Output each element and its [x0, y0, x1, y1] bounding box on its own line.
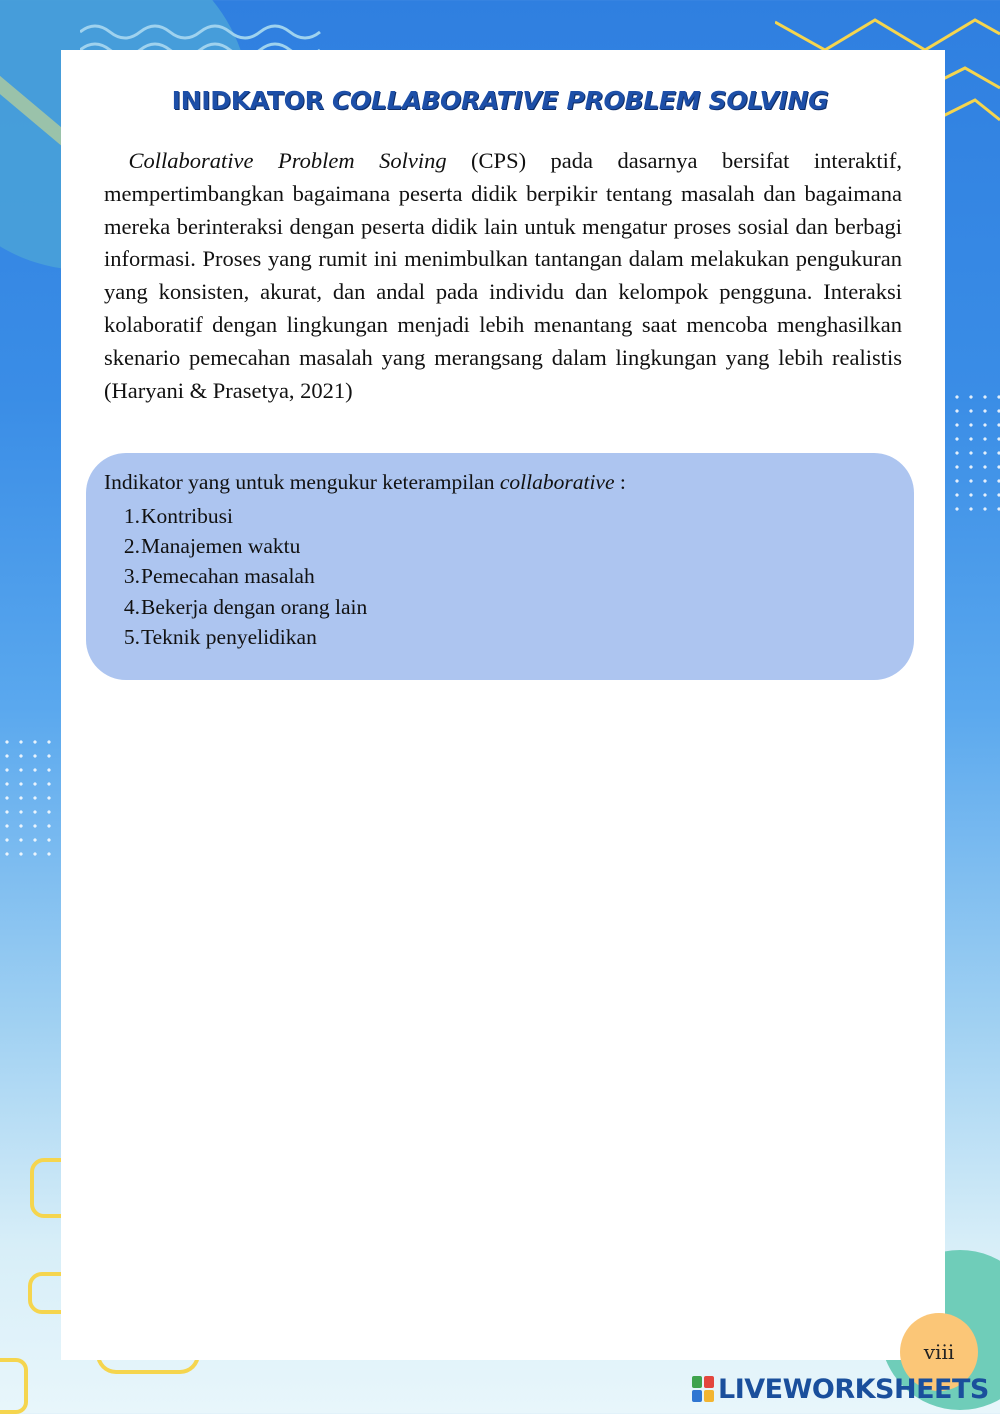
- list-item-number: 3.: [123, 564, 140, 589]
- page-title: [0, 86, 1000, 115]
- list-item-number: 2.: [123, 534, 140, 559]
- list-item: [116, 531, 367, 561]
- paragraph-text: (CPS) pada dasarnya bersifat interaktif, mempertimbangkan bagaimana peserta didik berpikir tentang masalah dan bagaimana mereka berinteraksi dengan peserta didik lain untuk mengatur proses sosial dan berbagi informasi. Proses yang rumit ini menimbulkan tantangan dalam melakukan pengukuran yang konsisten, akurat, dan andal pada individu dan kelompok pengguna. Interaksi kolaboratif dengan lingkungan menjadi lebih menantang saat mencoba menghasilkan skenario pemecahan masalah yang merangsang dalam lingkungan yang lebih realistis (Haryani & Prasetya, 2021): [104, 148, 902, 403]
- brand-logo[interactable]: [692, 1372, 989, 1406]
- decorative-dots-left: [0, 735, 56, 865]
- paragraph-emphasis: Collaborative Problem Solving: [128, 148, 447, 173]
- list-item: [116, 501, 367, 531]
- list-item-number: 4.: [123, 594, 140, 619]
- list-item-label: Manajemen waktu: [141, 534, 301, 559]
- list-item: [116, 622, 367, 652]
- indicator-intro-text: Indikator yang untuk mengukur keterampilan: [104, 470, 500, 494]
- list-item-label: Pemecahan masalah: [141, 564, 315, 589]
- title-prefix: INIDKATOR: [171, 86, 332, 115]
- indicator-intro-emphasis: collaborative: [499, 470, 615, 494]
- list-item-number: 1.: [123, 504, 140, 528]
- decorative-dots-right: [950, 390, 1000, 520]
- list-item-label: Teknik penyelidikan: [141, 624, 317, 649]
- decorative-ring: [0, 1358, 28, 1414]
- list-item: [116, 592, 367, 622]
- list-item-label: Bekerja dengan orang lain: [141, 594, 368, 619]
- indicator-intro-suffix: :: [614, 470, 626, 494]
- title-emphasis: COLLABORATIVE PROBLEM SOLVING: [331, 86, 829, 115]
- indicator-intro: [104, 470, 884, 495]
- liveworksheets-logo-icon: [692, 1376, 714, 1402]
- body-paragraph: [104, 145, 902, 407]
- list-item: [116, 561, 367, 591]
- list-item-label: Kontribusi: [141, 504, 233, 528]
- indicator-list: [116, 501, 367, 652]
- page-number: viii: [923, 1340, 955, 1364]
- list-item-number: 5.: [123, 624, 140, 649]
- brand-name: LIVEWORKSHEETS: [718, 1373, 989, 1405]
